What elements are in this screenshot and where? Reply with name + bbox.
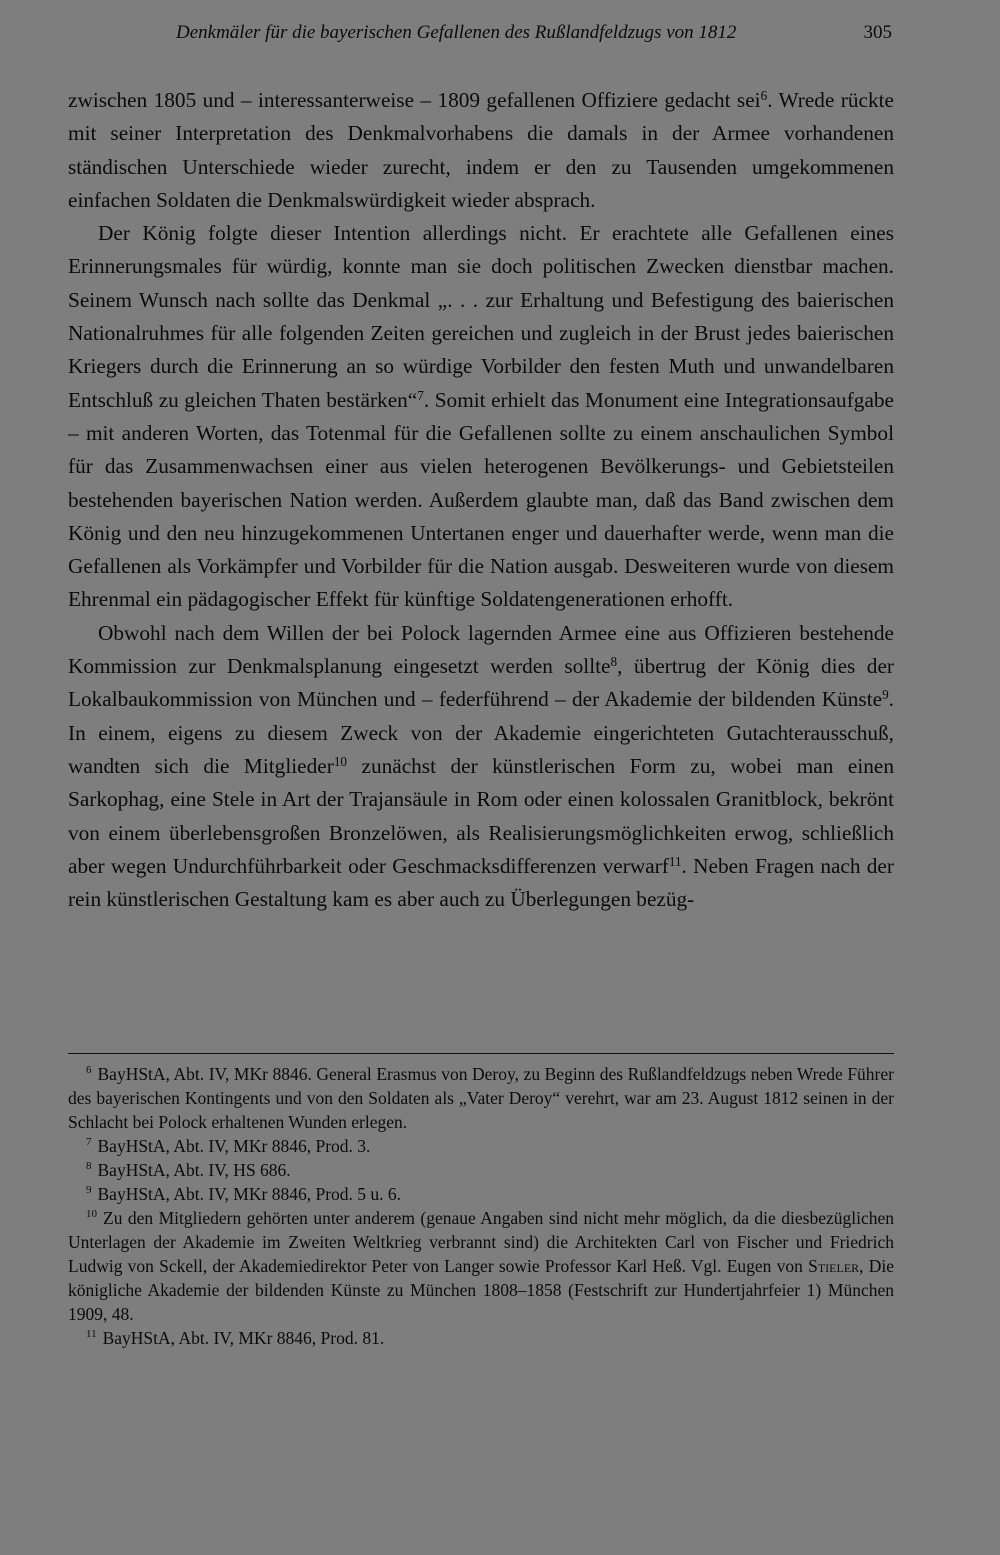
footnotes bbox=[68, 1062, 894, 1350]
page-number: 305 bbox=[863, 22, 892, 43]
running-title: Denkmäler für die bayerischen Gefallenen des Rußlandfeldzugs von 1812 bbox=[176, 22, 737, 43]
footnote-text: BayHStA, Abt. IV, MKr 8846, Prod. 5 u. 6. bbox=[97, 1184, 402, 1204]
footnote-ref-11[interactable]: 11 bbox=[668, 853, 682, 869]
footnote-11 bbox=[68, 1326, 894, 1350]
footnote-marker: 11 bbox=[86, 1328, 97, 1341]
paragraph-3-text-a: Obwohl nach dem Willen der bei Polock lagernden Armee eine aus Offizieren bestehende Kommission zur Denkmalsplanung eingesetzt werden sollte bbox=[68, 620, 894, 679]
main-text bbox=[68, 84, 894, 916]
paragraph-2 bbox=[68, 217, 894, 617]
footnote-marker: 9 bbox=[86, 1184, 92, 1197]
paragraph-1-text-a: zwischen 1805 und – interessanterweise – 1809 gefallenen Offiziere gedacht sei bbox=[68, 88, 761, 112]
paragraph-1-text-b: . Wrede rückte mit seiner Interpretation des Denkmalvorhabens die damals in der Armee vorhandenen ständischen Unterschiede wieder zurecht, indem er den zu Tausenden umgekommenen einfachen Soldaten die Denkmalswürdigkeit wieder absprach. bbox=[68, 88, 894, 212]
footnote-text-continued: , Die königliche Akademie der bildenden Künste zu München 1808–1858 (Festschrift zur Hundertjahrfeier 1) München 1909, 48. bbox=[68, 1256, 894, 1324]
footnote-7 bbox=[68, 1134, 894, 1158]
paragraph-3-text-c: . In einem, eigens zu diesem Zweck von der Akademie eingerichteten Gutachterausschuß, wandten sich die Mitglieder bbox=[68, 687, 894, 778]
footnote-marker: 10 bbox=[86, 1208, 97, 1221]
footnote-text: BayHStA, Abt. IV, MKr 8846. General Erasmus von Deroy, zu Beginn des Rußlandfeldzugs neben Wrede Führer des bayerischen Kontingents und von den Soldaten als „Vater Deroy“ verehrt, war am 23. August 1812 seinen in der Schlacht bei Polock erhaltenen Wunden erlegen. bbox=[68, 1064, 894, 1132]
footnote-text: BayHStA, Abt. IV, MKr 8846, Prod. 81. bbox=[102, 1328, 385, 1348]
footnote-ref-7[interactable]: 7 bbox=[417, 387, 424, 403]
footnote-text: Zu den Mitgliedern gehörten unter anderem (genaue Angaben sind nicht mehr möglich, da die diesbezüglichen Unterlagen der Akademie im Zweiten Weltkrieg verbrannt sind) die Architekten Carl von Fischer und Friedrich Ludwig von Sckell, der Akademiedirektor Peter von Langer sowie Professor Karl Heß. Vgl. Eugen von bbox=[68, 1208, 894, 1276]
paragraph-3-text-b: , übertrug der König dies der Lokalbaukommission von München und – federführend – der Akademie der bildenden Künste bbox=[68, 654, 895, 712]
footnote-text: BayHStA, Abt. IV, MKr 8846, Prod. 3. bbox=[97, 1136, 371, 1156]
footnote-9 bbox=[68, 1182, 894, 1206]
footnote-separator bbox=[68, 1053, 894, 1054]
footnote-ref-9[interactable]: 9 bbox=[882, 687, 889, 703]
running-head bbox=[68, 20, 894, 50]
paragraph-2-text-a: Der König folgte dieser Intention allerdings nicht. Er erachtete alle Gefallenen eines Erinnerungsmales für würdig, konnte man sie doch politischen Zwecken dienstbar machen. Seinem Wunsch nach sollte das Denkmal „. . . zur Erhaltung und Befestigung des baierischen Nationalruhmes für alle folgenden Zeiten gereichen und zugleich in der Brust jedes baierischen Kriegers durch die Erinnerung an so würdige Vorbilder den festen Muth und unwandelbaren Entschluß zu gleichen Thaten bestärken“ bbox=[68, 221, 894, 412]
paragraph-3-text-d: zunächst der künstlerischen Form zu, wobei man einen Sarkophag, eine Stele in Art der Trajansäule in Rom oder einen kolossalen Granitblock, bekrönt von einem überlebensgroßen Bronzelöwen, als Realisierungsmöglichkeiten erwog, schließlich aber wegen Undurchführbarkeit oder Geschmacksdifferenzen verwarf bbox=[68, 753, 894, 878]
footnote-marker: 8 bbox=[86, 1160, 92, 1173]
paragraph-2-text-b: . Somit erhielt das Monument eine Integrationsaufgabe – mit anderen Worten, das Totenmal für die Gefallenen sollte zu einem anschaulichen Symbol für das Zusammenwachsen einer aus vielen heterogenen Bevölkerungs- und Gebietsteilen bestehenden bayerischen Nation werden. Außerdem glaubte man, daß das Band zwischen dem König und den neu hinzugekommenen Untertanen enger und dauerhafter werde, wenn man die Gefallenen als Vorkämpfer und Vorbilder für die Nation ausgab. Desweiteren wurde von diesem Ehrenmal ein pädagogischer Effekt für künftige Soldatengenerationen erhofft. bbox=[68, 387, 894, 612]
footnote-ref-6[interactable]: 6 bbox=[760, 87, 768, 103]
footnote-6 bbox=[68, 1062, 894, 1134]
footnote-8 bbox=[68, 1158, 894, 1182]
paragraph-3 bbox=[68, 617, 894, 917]
footnote-10 bbox=[68, 1206, 894, 1326]
footnote-ref-8[interactable]: 8 bbox=[610, 653, 618, 669]
footnote-marker: 6 bbox=[86, 1064, 92, 1077]
paragraph-3-text-e: . Neben Fragen nach der rein künstlerischen Gestaltung kam es aber auch zu Überlegungen bezüg- bbox=[68, 853, 894, 912]
footnote-marker: 7 bbox=[86, 1136, 92, 1149]
footnote-author: Stieler bbox=[808, 1256, 860, 1276]
paragraph-1 bbox=[68, 84, 894, 217]
footnote-ref-10[interactable]: 10 bbox=[333, 753, 348, 769]
footnote-text: BayHStA, Abt. IV, HS 686. bbox=[97, 1160, 291, 1180]
